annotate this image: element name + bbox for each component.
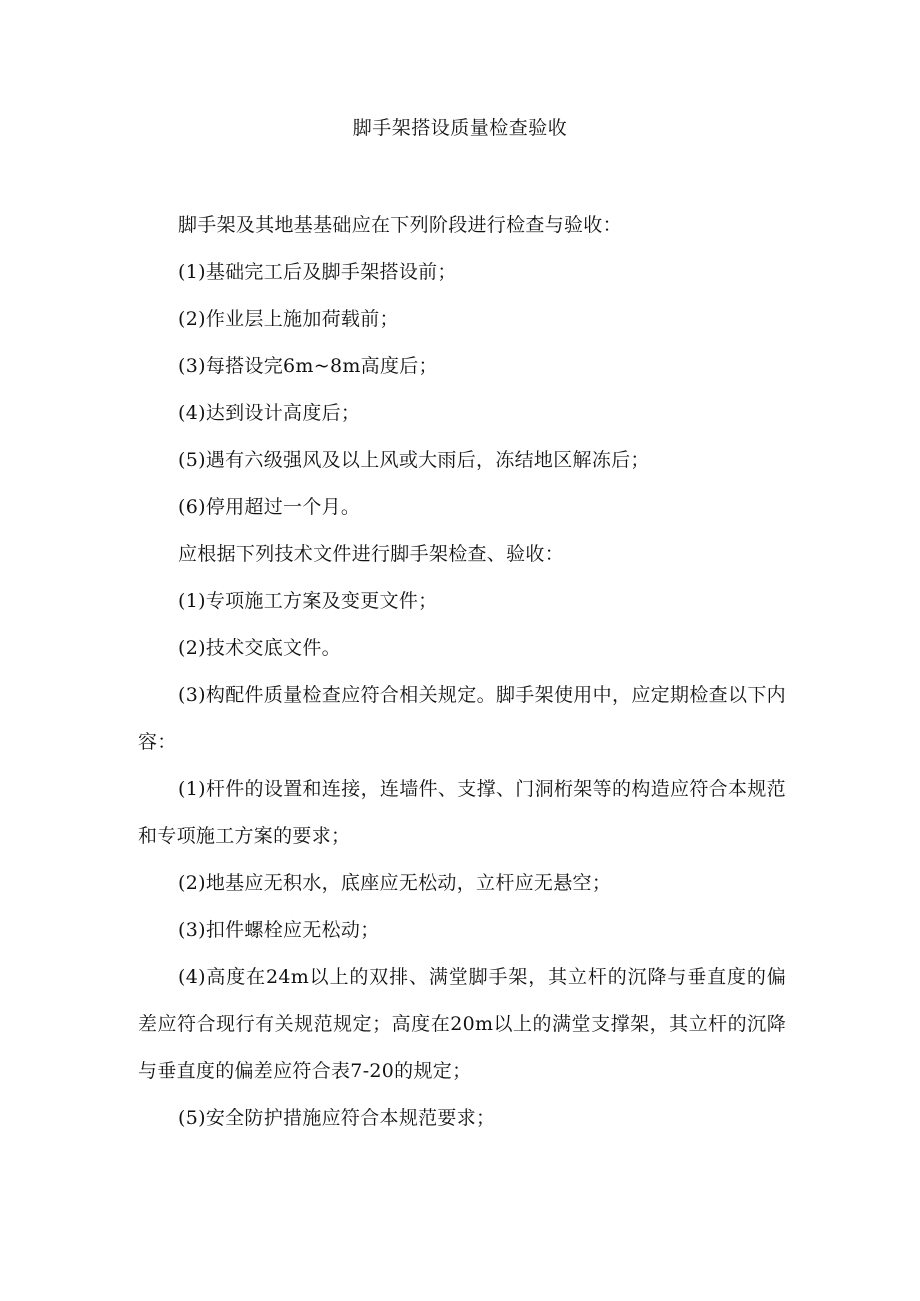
paragraph: (5)遇有六级强风及以上风或大雨后，冻结地区解冻后； [178, 449, 650, 471]
paragraph: (2)地基应无积水，底座应无松动，立杆应无悬空； [178, 872, 612, 894]
paragraph: (1)基础完工后及脚手架搭设前； [178, 261, 457, 283]
paragraph: (3)构配件质量检查应符合相关规定。脚手架使用中，应定期检查以下内容： [138, 684, 786, 753]
paragraph: (5)安全防护措施应符合本规范要求； [178, 1107, 496, 1129]
paragraph: (1)杆件的设置和连接，连墙件、支撑、门洞桁架等的构造应符合本规范和专项施工方案的要求； [138, 778, 786, 847]
paragraph: (3)每搭设完6m~8m高度后； [178, 355, 438, 377]
paragraph: 应根据下列技术文件进行脚手架检查、验收： [178, 543, 565, 565]
paragraph: (6)停用超过一个月。 [178, 496, 361, 518]
paragraph: 脚手架及其地基基础应在下列阶段进行检查与验收： [178, 214, 622, 236]
document-title: 脚手架搭设质量检查验收 [352, 117, 568, 139]
paragraph: (1)专项施工方案及变更文件； [178, 590, 438, 612]
paragraph: (3)扣件螺栓应无松动； [178, 919, 380, 941]
paragraph: (4)高度在24m以上的双排、满堂脚手架，其立杆的沉降与垂直度的偏差应符合现行有关规范规定；高度在20m以上的满堂支撑架，其立杆的沉降与垂直度的偏差应符合表7-20的规定； [138, 966, 786, 1082]
document-body [138, 202, 786, 1142]
paragraph: (4)达到设计高度后； [178, 402, 361, 424]
paragraph: (2)技术交底文件。 [178, 637, 341, 659]
paragraph: (2)作业层上施加荷载前； [178, 308, 399, 330]
